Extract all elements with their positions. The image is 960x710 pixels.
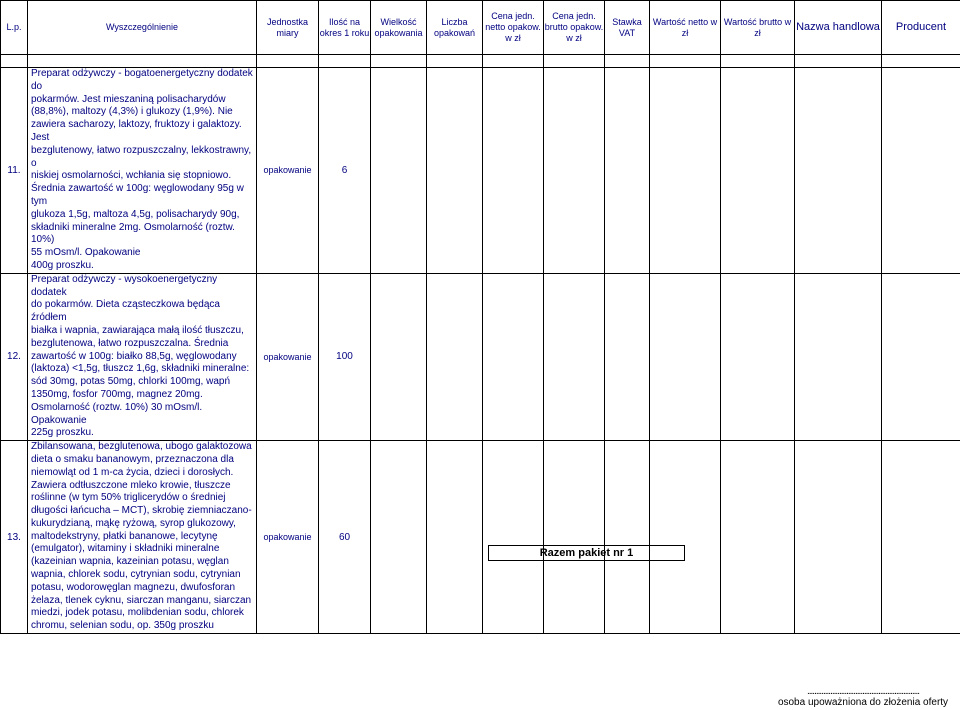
- header-pack-count: Liczba opakowań: [427, 1, 483, 55]
- cell-vat[interactable]: [605, 273, 650, 440]
- header-net-price: Cena jedn. netto opakow. w zł: [483, 1, 544, 55]
- cell-pack-size[interactable]: [371, 273, 427, 440]
- row-description: Preparat odżywczy - bogatoenergetyczny dodatek do pokarmów. Jest mieszaniną polisacharydów (88,8%), maltozy (4,3%) i glukozy (1,9%). Nie zawiera sacharozy, laktozy, fruktozy i galaktozy. Jest bezglutenowy, łatwo rozpuszczalny, lekkostrawny, o niskiej osmolarności, wchłania się stopniowo. Średnia zawartość w 100g: węglowodany 95g w tym glukoza 1,5g, maltoza 4,5g, polisacharydy 90g, składniki mineralne 2mg. Osmolarność (roztw. 10%) 55 mOsm/l. Opakowanie 400g proszku.: [28, 68, 257, 274]
- cell-gross-price[interactable]: [544, 441, 605, 634]
- row-unit: opakowanie: [257, 273, 319, 440]
- cell-producer[interactable]: [882, 441, 960, 634]
- cell-net-price[interactable]: [483, 68, 544, 274]
- row-unit: opakowanie: [257, 441, 319, 634]
- cell-vat[interactable]: [605, 441, 650, 634]
- cell-pack-count[interactable]: [427, 273, 483, 440]
- spacer-row: [1, 55, 960, 68]
- signature-line: ...............................................................: [806, 686, 920, 697]
- row-quantity: 6: [319, 68, 371, 274]
- header-specification: Wyszczególnienie: [28, 1, 257, 55]
- header-gross-value: Wartość brutto w zł: [721, 1, 795, 55]
- cell-net-value[interactable]: [650, 68, 721, 274]
- header-row: [1, 1, 960, 55]
- cell-trade-name[interactable]: [795, 441, 882, 634]
- cell-pack-count[interactable]: [427, 68, 483, 274]
- row-quantity: 100: [319, 273, 371, 440]
- row-quantity: 60: [319, 441, 371, 634]
- table-row: [1, 68, 960, 274]
- cell-gross-price[interactable]: [544, 68, 605, 274]
- table-row: [1, 441, 960, 634]
- cell-gross-value[interactable]: [721, 273, 795, 440]
- row-lp: 11.: [1, 68, 28, 274]
- signature-label: osoba upoważniona do złożenia oferty: [777, 697, 949, 708]
- header-producer: Producent: [882, 1, 960, 55]
- cell-net-price[interactable]: [483, 273, 544, 440]
- total-label: Razem pakiet nr 1: [488, 545, 685, 561]
- row-lp: 13.: [1, 441, 28, 634]
- cell-vat[interactable]: [605, 68, 650, 274]
- row-lp: 12.: [1, 273, 28, 440]
- header-vat: Stawka VAT: [605, 1, 650, 55]
- cell-gross-value[interactable]: [721, 441, 795, 634]
- cell-producer[interactable]: [882, 68, 960, 274]
- cell-gross-price[interactable]: [544, 273, 605, 440]
- cell-pack-count[interactable]: [427, 441, 483, 634]
- row-unit: opakowanie: [257, 68, 319, 274]
- header-trade-name: Nazwa handlowa: [795, 1, 882, 55]
- cell-producer[interactable]: [882, 273, 960, 440]
- cell-pack-size[interactable]: [371, 441, 427, 634]
- row-description: Zbilansowana, bezglutenowa, ubogo galaktozowa dieta o smaku bananowym, przeznaczona dla niemowląt od 1 m-ca życia, dzieci i dorosłych. Zawiera odtłuszczone mleko krowie, tłuszcze roślinne (w tym 50% triglicerydów o średniej długości łańcucha – MCT), skrobię ziemniaczano- kukurydzianą, mąkę ryżową, syrop glukozowy, maltodekstryny, płatki bananowe, lecytynę (emulgator), witaminy i składniki mineralne (kazeinian wapnia, kazeinian potasu, węglan wapnia, chlorek sodu, cytrynian sodu, cytrynian potasu, wodorowęglan magnezu, dwufosforan żelaza, tlenek cyknu, siarczan manganu, siarczan miedzi, jodek potasu, molibdenian sodu, chlorek chromu, selenian sodu, op. 350g proszku: [28, 441, 257, 634]
- cell-trade-name[interactable]: [795, 273, 882, 440]
- row-description: Preparat odżywczy - wysokoenergetyczny dodatek do pokarmów. Dieta cząsteczkowa będąca źródłem białka i wapnia, zawiarająca małą ilość tłuszczu, bezglutenowa, łatwo rozpuszczalna. Średnia zawartość w 100g: białko 88,5g, węglowodany (laktoza) <1,5g, tłuszcz 1,6g, składniki mineralne: sód 30mg, potas 50mg, chlorki 100mg, wapń 1350mg, fosfor 700mg, magnez 20mg. Osmolarność (roztw. 10%) 30 mOsm/l. Opakowanie 225g proszku.: [28, 273, 257, 440]
- table-row: [1, 273, 960, 440]
- header-pack-size: Wielkość opakowania: [371, 1, 427, 55]
- header-lp: L.p.: [1, 1, 28, 55]
- cell-net-value[interactable]: [650, 273, 721, 440]
- cell-trade-name[interactable]: [795, 68, 882, 274]
- cell-gross-value[interactable]: [721, 68, 795, 274]
- header-quantity: Ilość na okres 1 roku: [319, 1, 371, 55]
- cell-pack-size[interactable]: [371, 68, 427, 274]
- cell-net-value[interactable]: [650, 441, 721, 634]
- cell-net-price[interactable]: [483, 441, 544, 634]
- header-gross-price: Cena jedn. brutto opakow. w zł: [544, 1, 605, 55]
- header-unit: Jednostka miary: [257, 1, 319, 55]
- header-net-value: Wartość netto w zł: [650, 1, 721, 55]
